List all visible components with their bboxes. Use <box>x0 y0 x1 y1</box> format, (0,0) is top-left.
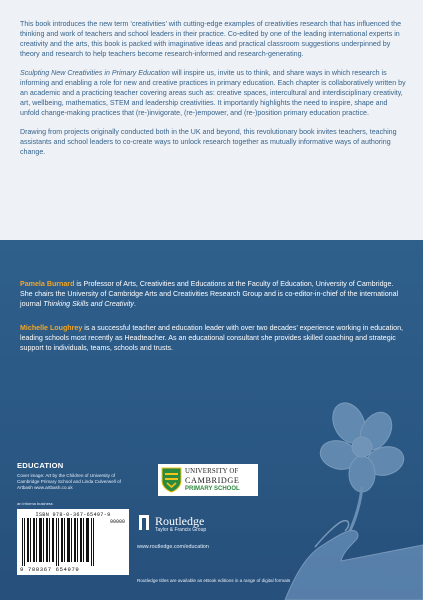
routledge-logo-icon <box>137 514 151 531</box>
blurb-text <box>20 19 406 166</box>
book-title: Sculpting New Creativities in Primary Education <box>20 69 170 77</box>
price-code: 90000 <box>109 519 125 525</box>
blurb-paragraph-3: Drawing from projects originally conducted both in the UK and beyond, this revolutionary book invites teachers, teaching assistants and school leaders to co-create ways to unlock research together as mutually informative ways of authoring change. <box>20 128 397 156</box>
author-bio-1 <box>20 279 406 309</box>
author-bio-2 <box>20 323 406 353</box>
author-name-1: Pamela Burnard <box>20 280 75 288</box>
subject-category: EDUCATION <box>17 461 64 470</box>
informa-tagline: an informa business <box>17 501 53 506</box>
journal-title: Thinking Skills and Creativity <box>43 300 134 308</box>
isbn-label: ISBN 978-0-367-65497-9 <box>35 512 111 518</box>
blurb-paragraph-2-text: will inspire us, invite us to think, and share ways in which research is informing and enabling a role for new and creative practices in primary education. Each chapter is collaboratively written by an academic and a practicing teacher covering areas such as: creative spaces, intercultural and interdisciplinary creativity, art, wellbeing, mathematics, STEM and leadership creativities. It importantly highlights the need to inspire, shape and unfold change-making practices that (re-)invigorate, (re-)empower, and (re-)position primary education practice. <box>20 69 406 117</box>
author-name-2: Michelle Loughrey <box>20 324 83 332</box>
blurb-panel <box>0 0 423 240</box>
publisher-group: Taylor & Francis Group <box>155 527 207 533</box>
isbn-barcode <box>17 509 129 575</box>
author-bio-1-text: is Professor of Arts, Creativities and Educations at the Faculty of Education, University of Cambridge. She chairs the University of Cambridge Arts and Creativities Research Group and is co-editor-in-chief of the international journal <box>20 280 399 308</box>
publisher-url[interactable]: www.routledge.com/education <box>137 544 209 550</box>
cambridge-logo-line-2: CAMBRIDGE <box>185 476 240 485</box>
ebook-note: Routledge titles are available as eBook editions in a range of digital formats <box>137 578 291 583</box>
cover-credit: Cover image: Art by the Children of University of Cambridge Primary School and Linda Culverwell of Artbash www.artbash.co.uk <box>17 473 121 490</box>
cambridge-logo-line-3: PRIMARY SCHOOL <box>185 486 240 492</box>
barcode-icon <box>22 518 96 566</box>
cambridge-logo-line-1: UNIVERSITY OF <box>185 468 239 475</box>
author-bio-1-end: . <box>133 300 136 308</box>
blurb-paragraph-1: This book introduces the new term ‘creativities’ with cutting-edge examples of creativities research that has influenced the thinking and work of teachers and school leaders in their practice. Co-edited by one of the leading international experts in creativity and the arts, this book is packed with imaginative ideas and practical classroom suggestions underpinned by theory and research to help teachers become research-informed and research-generating. <box>20 20 402 58</box>
flower-hand-graphic <box>245 395 423 600</box>
blurb-paragraph-2 <box>20 68 406 118</box>
cambridge-crest-icon <box>161 467 182 493</box>
publisher-logo <box>137 512 237 536</box>
author-bio-2-text: is a successful teacher and education leader with over two decades’ experience working in education, leading schools most recently as Headteacher. As an educational consultant she provides skilled coaching and strategic support to individuals, teams, schools and trusts. <box>20 324 403 352</box>
barcode-digits: 9 780367 654979 <box>20 566 80 573</box>
publisher-name: Routledge <box>155 514 205 528</box>
cambridge-primary-logo <box>158 464 258 496</box>
